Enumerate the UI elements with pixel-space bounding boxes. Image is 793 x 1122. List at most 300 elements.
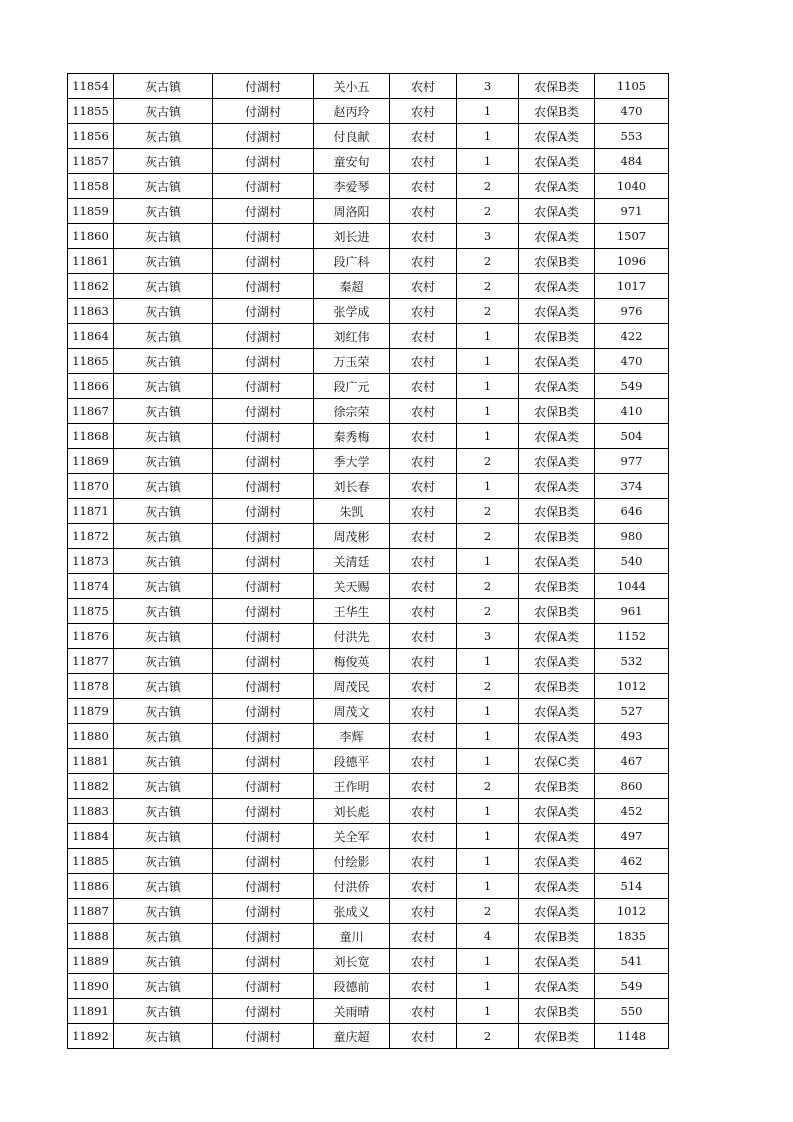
cell-name: 付洪侨 xyxy=(314,874,390,899)
cell-village: 付湖村 xyxy=(213,574,314,599)
cell-id: 11866 xyxy=(68,374,114,399)
cell-id: 11863 xyxy=(68,299,114,324)
cell-household-type: 农村 xyxy=(390,349,457,374)
cell-household-type: 农村 xyxy=(390,424,457,449)
cell-town: 灰古镇 xyxy=(114,349,213,374)
cell-id: 11871 xyxy=(68,499,114,524)
cell-category: 农保A类 xyxy=(519,174,595,199)
cell-amount: 462 xyxy=(595,849,669,874)
cell-amount: 646 xyxy=(595,499,669,524)
cell-category: 农保B类 xyxy=(519,674,595,699)
cell-name: 付洪先 xyxy=(314,624,390,649)
cell-member-count: 1 xyxy=(457,974,519,999)
cell-village: 付湖村 xyxy=(213,349,314,374)
cell-household-type: 农村 xyxy=(390,599,457,624)
cell-member-count: 1 xyxy=(457,649,519,674)
cell-amount: 1040 xyxy=(595,174,669,199)
cell-member-count: 2 xyxy=(457,299,519,324)
cell-member-count: 1 xyxy=(457,799,519,824)
cell-category: 农保A类 xyxy=(519,724,595,749)
cell-member-count: 3 xyxy=(457,224,519,249)
cell-id: 11859 xyxy=(68,199,114,224)
cell-id: 11874 xyxy=(68,574,114,599)
cell-household-type: 农村 xyxy=(390,274,457,299)
cell-village: 付湖村 xyxy=(213,524,314,549)
cell-amount: 541 xyxy=(595,949,669,974)
cell-village: 付湖村 xyxy=(213,299,314,324)
cell-household-type: 农村 xyxy=(390,849,457,874)
cell-household-type: 农村 xyxy=(390,924,457,949)
cell-id: 11861 xyxy=(68,249,114,274)
table-row xyxy=(68,924,669,949)
cell-town: 灰古镇 xyxy=(114,799,213,824)
cell-category: 农保B类 xyxy=(519,99,595,124)
cell-name: 段德平 xyxy=(314,749,390,774)
cell-id: 11870 xyxy=(68,474,114,499)
cell-member-count: 1 xyxy=(457,424,519,449)
cell-village: 付湖村 xyxy=(213,699,314,724)
cell-id: 11888 xyxy=(68,924,114,949)
cell-household-type: 农村 xyxy=(390,299,457,324)
cell-name: 张学成 xyxy=(314,299,390,324)
cell-category: 农保A类 xyxy=(519,899,595,924)
cell-amount: 1012 xyxy=(595,674,669,699)
cell-id: 11884 xyxy=(68,824,114,849)
cell-household-type: 农村 xyxy=(390,399,457,424)
table-row xyxy=(68,499,669,524)
cell-village: 付湖村 xyxy=(213,799,314,824)
cell-village: 付湖村 xyxy=(213,474,314,499)
cell-amount: 976 xyxy=(595,299,669,324)
cell-category: 农保A类 xyxy=(519,374,595,399)
cell-category: 农保B类 xyxy=(519,249,595,274)
table-row xyxy=(68,224,669,249)
table-row xyxy=(68,349,669,374)
cell-member-count: 1 xyxy=(457,749,519,774)
cell-id: 11883 xyxy=(68,799,114,824)
cell-name: 万玉荣 xyxy=(314,349,390,374)
cell-household-type: 农村 xyxy=(390,249,457,274)
cell-member-count: 1 xyxy=(457,699,519,724)
table-row xyxy=(68,324,669,349)
cell-name: 李辉 xyxy=(314,724,390,749)
cell-town: 灰古镇 xyxy=(114,549,213,574)
cell-category: 农保A类 xyxy=(519,424,595,449)
cell-town: 灰古镇 xyxy=(114,174,213,199)
cell-village: 付湖村 xyxy=(213,399,314,424)
cell-member-count: 4 xyxy=(457,924,519,949)
cell-member-count: 2 xyxy=(457,449,519,474)
cell-category: 农保B类 xyxy=(519,574,595,599)
cell-member-count: 2 xyxy=(457,774,519,799)
cell-member-count: 3 xyxy=(457,74,519,99)
cell-name: 段广科 xyxy=(314,249,390,274)
cell-name: 周茂民 xyxy=(314,674,390,699)
cell-village: 付湖村 xyxy=(213,674,314,699)
cell-household-type: 农村 xyxy=(390,324,457,349)
cell-town: 灰古镇 xyxy=(114,899,213,924)
cell-member-count: 1 xyxy=(457,549,519,574)
cell-name: 刘长进 xyxy=(314,224,390,249)
cell-category: 农保A类 xyxy=(519,224,595,249)
cell-town: 灰古镇 xyxy=(114,574,213,599)
cell-village: 付湖村 xyxy=(213,774,314,799)
cell-member-count: 1 xyxy=(457,999,519,1024)
table-row xyxy=(68,399,669,424)
cell-amount: 550 xyxy=(595,999,669,1024)
cell-id: 11876 xyxy=(68,624,114,649)
cell-village: 付湖村 xyxy=(213,124,314,149)
cell-household-type: 农村 xyxy=(390,574,457,599)
table-row xyxy=(68,199,669,224)
cell-name: 徐宗荣 xyxy=(314,399,390,424)
cell-name: 张成义 xyxy=(314,899,390,924)
cell-amount: 1044 xyxy=(595,574,669,599)
cell-name: 梅俊英 xyxy=(314,649,390,674)
table-row xyxy=(68,749,669,774)
table-row xyxy=(68,724,669,749)
cell-household-type: 农村 xyxy=(390,124,457,149)
table-row xyxy=(68,974,669,999)
cell-household-type: 农村 xyxy=(390,774,457,799)
cell-village: 付湖村 xyxy=(213,849,314,874)
cell-name: 付绘影 xyxy=(314,849,390,874)
cell-household-type: 农村 xyxy=(390,149,457,174)
cell-name: 刘长宽 xyxy=(314,949,390,974)
table-row xyxy=(68,524,669,549)
table-row xyxy=(68,424,669,449)
cell-town: 灰古镇 xyxy=(114,699,213,724)
cell-member-count: 2 xyxy=(457,899,519,924)
cell-name: 刘长春 xyxy=(314,474,390,499)
cell-id: 11872 xyxy=(68,524,114,549)
cell-amount: 1835 xyxy=(595,924,669,949)
table-row xyxy=(68,274,669,299)
cell-id: 11892 xyxy=(68,1024,114,1049)
cell-amount: 553 xyxy=(595,124,669,149)
cell-amount: 504 xyxy=(595,424,669,449)
cell-amount: 422 xyxy=(595,324,669,349)
cell-member-count: 1 xyxy=(457,124,519,149)
cell-category: 农保A类 xyxy=(519,949,595,974)
table-row xyxy=(68,674,669,699)
table-row xyxy=(68,374,669,399)
cell-household-type: 农村 xyxy=(390,174,457,199)
cell-amount: 1148 xyxy=(595,1024,669,1049)
table-row xyxy=(68,799,669,824)
cell-household-type: 农村 xyxy=(390,824,457,849)
cell-member-count: 2 xyxy=(457,674,519,699)
table-row xyxy=(68,174,669,199)
cell-id: 11857 xyxy=(68,149,114,174)
cell-town: 灰古镇 xyxy=(114,924,213,949)
cell-member-count: 1 xyxy=(457,99,519,124)
cell-village: 付湖村 xyxy=(213,549,314,574)
cell-id: 11885 xyxy=(68,849,114,874)
cell-name: 李爱琴 xyxy=(314,174,390,199)
table-row xyxy=(68,624,669,649)
cell-amount: 493 xyxy=(595,724,669,749)
cell-name: 周茂彬 xyxy=(314,524,390,549)
cell-category: 农保B类 xyxy=(519,774,595,799)
cell-village: 付湖村 xyxy=(213,999,314,1024)
table-row xyxy=(68,574,669,599)
table-row xyxy=(68,149,669,174)
cell-town: 灰古镇 xyxy=(114,424,213,449)
cell-member-count: 2 xyxy=(457,199,519,224)
cell-category: 农保A类 xyxy=(519,649,595,674)
cell-amount: 410 xyxy=(595,399,669,424)
table-row xyxy=(68,649,669,674)
cell-category: 农保B类 xyxy=(519,499,595,524)
cell-amount: 1152 xyxy=(595,624,669,649)
cell-town: 灰古镇 xyxy=(114,449,213,474)
cell-household-type: 农村 xyxy=(390,624,457,649)
cell-name: 童安旬 xyxy=(314,149,390,174)
cell-name: 关小五 xyxy=(314,74,390,99)
cell-category: 农保A类 xyxy=(519,199,595,224)
cell-member-count: 2 xyxy=(457,249,519,274)
table-row xyxy=(68,699,669,724)
cell-village: 付湖村 xyxy=(213,424,314,449)
cell-category: 农保A类 xyxy=(519,549,595,574)
cell-town: 灰古镇 xyxy=(114,849,213,874)
cell-town: 灰古镇 xyxy=(114,324,213,349)
cell-id: 11882 xyxy=(68,774,114,799)
cell-town: 灰古镇 xyxy=(114,649,213,674)
cell-household-type: 农村 xyxy=(390,974,457,999)
cell-town: 灰古镇 xyxy=(114,599,213,624)
cell-household-type: 农村 xyxy=(390,374,457,399)
cell-id: 11869 xyxy=(68,449,114,474)
cell-town: 灰古镇 xyxy=(114,999,213,1024)
cell-category: 农保A类 xyxy=(519,974,595,999)
cell-household-type: 农村 xyxy=(390,899,457,924)
cell-category: 农保B类 xyxy=(519,1024,595,1049)
cell-village: 付湖村 xyxy=(213,324,314,349)
cell-member-count: 2 xyxy=(457,574,519,599)
cell-name: 周茂文 xyxy=(314,699,390,724)
cell-village: 付湖村 xyxy=(213,724,314,749)
cell-category: 农保A类 xyxy=(519,149,595,174)
cell-amount: 470 xyxy=(595,349,669,374)
table-row xyxy=(68,874,669,899)
cell-category: 农保B类 xyxy=(519,524,595,549)
cell-household-type: 农村 xyxy=(390,74,457,99)
cell-name: 王作明 xyxy=(314,774,390,799)
cell-category: 农保A类 xyxy=(519,624,595,649)
table-row xyxy=(68,849,669,874)
cell-member-count: 1 xyxy=(457,849,519,874)
cell-village: 付湖村 xyxy=(213,99,314,124)
cell-amount: 467 xyxy=(595,749,669,774)
cell-amount: 514 xyxy=(595,874,669,899)
table-row xyxy=(68,999,669,1024)
cell-member-count: 2 xyxy=(457,599,519,624)
cell-town: 灰古镇 xyxy=(114,124,213,149)
cell-amount: 860 xyxy=(595,774,669,799)
cell-member-count: 1 xyxy=(457,149,519,174)
cell-member-count: 2 xyxy=(457,274,519,299)
cell-member-count: 2 xyxy=(457,524,519,549)
cell-name: 周洛阳 xyxy=(314,199,390,224)
cell-name: 关全军 xyxy=(314,824,390,849)
cell-id: 11877 xyxy=(68,649,114,674)
cell-village: 付湖村 xyxy=(213,824,314,849)
cell-town: 灰古镇 xyxy=(114,774,213,799)
cell-town: 灰古镇 xyxy=(114,274,213,299)
cell-village: 付湖村 xyxy=(213,249,314,274)
cell-household-type: 农村 xyxy=(390,649,457,674)
cell-town: 灰古镇 xyxy=(114,199,213,224)
cell-member-count: 1 xyxy=(457,399,519,424)
cell-amount: 980 xyxy=(595,524,669,549)
cell-category: 农保B类 xyxy=(519,999,595,1024)
cell-id: 11887 xyxy=(68,899,114,924)
cell-name: 段广元 xyxy=(314,374,390,399)
cell-category: 农保B类 xyxy=(519,74,595,99)
cell-category: 农保C类 xyxy=(519,749,595,774)
cell-household-type: 农村 xyxy=(390,674,457,699)
cell-household-type: 农村 xyxy=(390,524,457,549)
cell-town: 灰古镇 xyxy=(114,824,213,849)
cell-name: 赵丙玲 xyxy=(314,99,390,124)
table-row xyxy=(68,249,669,274)
cell-category: 农保A类 xyxy=(519,449,595,474)
cell-member-count: 2 xyxy=(457,1024,519,1049)
cell-town: 灰古镇 xyxy=(114,399,213,424)
cell-amount: 527 xyxy=(595,699,669,724)
cell-household-type: 农村 xyxy=(390,474,457,499)
cell-town: 灰古镇 xyxy=(114,299,213,324)
cell-town: 灰古镇 xyxy=(114,524,213,549)
cell-member-count: 1 xyxy=(457,824,519,849)
cell-village: 付湖村 xyxy=(213,924,314,949)
table-row xyxy=(68,549,669,574)
beneficiary-table xyxy=(67,73,669,1049)
cell-category: 农保B类 xyxy=(519,924,595,949)
cell-id: 11890 xyxy=(68,974,114,999)
cell-id: 11889 xyxy=(68,949,114,974)
table-row xyxy=(68,599,669,624)
cell-household-type: 农村 xyxy=(390,874,457,899)
cell-id: 11864 xyxy=(68,324,114,349)
cell-category: 农保B类 xyxy=(519,324,595,349)
cell-amount: 452 xyxy=(595,799,669,824)
cell-village: 付湖村 xyxy=(213,449,314,474)
cell-village: 付湖村 xyxy=(213,749,314,774)
cell-amount: 1105 xyxy=(595,74,669,99)
cell-id: 11854 xyxy=(68,74,114,99)
cell-household-type: 农村 xyxy=(390,199,457,224)
cell-category: 农保A类 xyxy=(519,274,595,299)
cell-id: 11860 xyxy=(68,224,114,249)
cell-village: 付湖村 xyxy=(213,499,314,524)
cell-town: 灰古镇 xyxy=(114,499,213,524)
cell-id: 11886 xyxy=(68,874,114,899)
cell-category: 农保A类 xyxy=(519,299,595,324)
table-row xyxy=(68,474,669,499)
cell-id: 11878 xyxy=(68,674,114,699)
cell-household-type: 农村 xyxy=(390,499,457,524)
cell-village: 付湖村 xyxy=(213,899,314,924)
cell-category: 农保A类 xyxy=(519,799,595,824)
cell-household-type: 农村 xyxy=(390,999,457,1024)
cell-category: 农保B类 xyxy=(519,399,595,424)
cell-member-count: 3 xyxy=(457,624,519,649)
cell-id: 11880 xyxy=(68,724,114,749)
cell-category: 农保A类 xyxy=(519,874,595,899)
cell-name: 王华生 xyxy=(314,599,390,624)
cell-id: 11858 xyxy=(68,174,114,199)
cell-village: 付湖村 xyxy=(213,624,314,649)
cell-id: 11867 xyxy=(68,399,114,424)
cell-village: 付湖村 xyxy=(213,74,314,99)
cell-town: 灰古镇 xyxy=(114,974,213,999)
cell-amount: 374 xyxy=(595,474,669,499)
table-row xyxy=(68,1024,669,1049)
table-row xyxy=(68,99,669,124)
cell-name: 朱凯 xyxy=(314,499,390,524)
cell-village: 付湖村 xyxy=(213,174,314,199)
cell-household-type: 农村 xyxy=(390,724,457,749)
table-row xyxy=(68,949,669,974)
cell-id: 11891 xyxy=(68,999,114,1024)
cell-amount: 470 xyxy=(595,99,669,124)
cell-name: 童庆超 xyxy=(314,1024,390,1049)
cell-village: 付湖村 xyxy=(213,974,314,999)
cell-town: 灰古镇 xyxy=(114,624,213,649)
table-row xyxy=(68,299,669,324)
cell-id: 11868 xyxy=(68,424,114,449)
cell-name: 关清廷 xyxy=(314,549,390,574)
cell-town: 灰古镇 xyxy=(114,249,213,274)
cell-town: 灰古镇 xyxy=(114,374,213,399)
cell-id: 11875 xyxy=(68,599,114,624)
cell-town: 灰古镇 xyxy=(114,474,213,499)
cell-amount: 540 xyxy=(595,549,669,574)
cell-village: 付湖村 xyxy=(213,649,314,674)
cell-id: 11879 xyxy=(68,699,114,724)
cell-member-count: 2 xyxy=(457,174,519,199)
cell-town: 灰古镇 xyxy=(114,724,213,749)
cell-town: 灰古镇 xyxy=(114,224,213,249)
cell-name: 秦秀梅 xyxy=(314,424,390,449)
cell-category: 农保A类 xyxy=(519,699,595,724)
cell-town: 灰古镇 xyxy=(114,874,213,899)
cell-household-type: 农村 xyxy=(390,699,457,724)
cell-name: 季大学 xyxy=(314,449,390,474)
cell-amount: 977 xyxy=(595,449,669,474)
table-row xyxy=(68,74,669,99)
cell-category: 农保A类 xyxy=(519,849,595,874)
table-row xyxy=(68,449,669,474)
cell-name: 秦超 xyxy=(314,274,390,299)
cell-amount: 1096 xyxy=(595,249,669,274)
cell-member-count: 1 xyxy=(457,949,519,974)
cell-member-count: 2 xyxy=(457,499,519,524)
cell-id: 11881 xyxy=(68,749,114,774)
table-row xyxy=(68,824,669,849)
cell-amount: 532 xyxy=(595,649,669,674)
cell-amount: 549 xyxy=(595,374,669,399)
cell-village: 付湖村 xyxy=(213,224,314,249)
cell-member-count: 1 xyxy=(457,324,519,349)
cell-household-type: 农村 xyxy=(390,449,457,474)
cell-category: 农保A类 xyxy=(519,824,595,849)
cell-village: 付湖村 xyxy=(213,274,314,299)
cell-household-type: 农村 xyxy=(390,749,457,774)
